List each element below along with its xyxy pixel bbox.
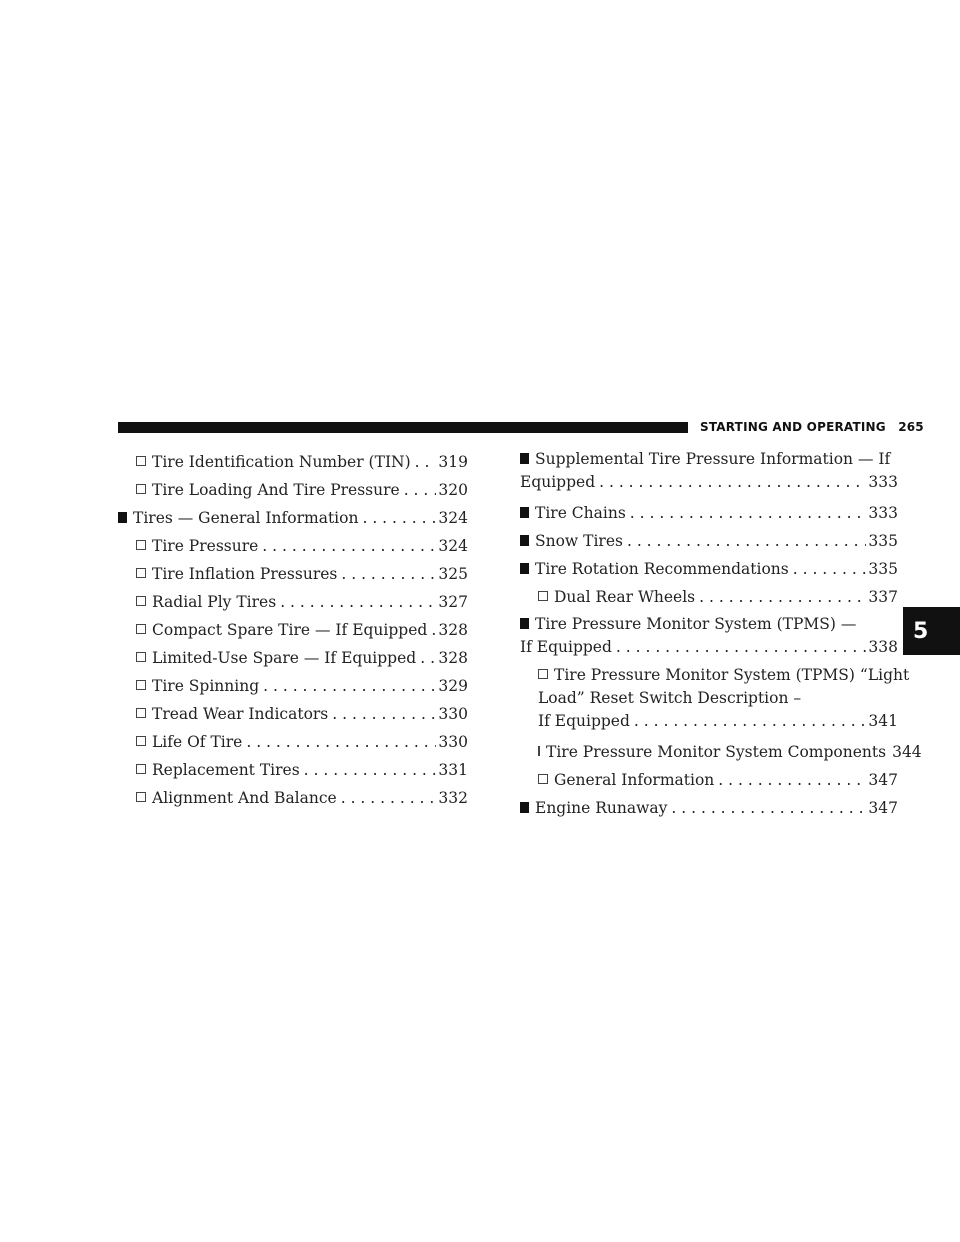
hollow-square-bullet-icon	[538, 774, 548, 784]
hollow-square-bullet-icon	[136, 680, 146, 690]
toc-entry[interactable]	[118, 700, 468, 728]
toc-entry[interactable]	[520, 448, 898, 494]
toc-entry-page: 329	[438, 677, 468, 695]
toc-entry-label: Engine Runaway	[535, 799, 668, 817]
toc-entry-label-line1: Tire Pressure Monitor System (TPMS) —	[535, 615, 857, 633]
filled-square-bullet-icon	[520, 618, 529, 629]
toc-entry-label: Replacement Tires	[152, 761, 300, 779]
toc-entry-page: 331	[438, 761, 468, 779]
toc-entry-page: 320	[438, 481, 468, 499]
hollow-square-bullet-icon	[538, 746, 540, 756]
filled-square-bullet-icon	[520, 453, 529, 464]
hollow-square-bullet-icon	[136, 484, 146, 494]
toc-entry-label-line1: Supplemental Tire Pressure Information — If	[535, 450, 891, 468]
toc-entry-page: 335	[868, 532, 898, 550]
hollow-square-bullet-icon	[136, 736, 146, 746]
toc-entry-label: Alignment And Balance	[152, 789, 337, 807]
toc-left-column	[118, 448, 468, 812]
toc-entry-page: 332	[438, 789, 468, 807]
toc-entry-page: 338	[868, 638, 898, 656]
toc-entry[interactable]	[118, 784, 468, 812]
page-number: 265	[898, 420, 924, 434]
toc-entry[interactable]	[118, 728, 468, 756]
toc-entry-label: Snow Tires	[535, 532, 623, 550]
toc-entry-page: 324	[438, 537, 468, 555]
toc-entry-label: Tire Inflation Pressures	[152, 565, 338, 583]
toc-entry[interactable]	[118, 476, 468, 504]
toc-entry-page: 328	[438, 649, 468, 667]
toc-entry-label: Compact Spare Tire — If Equipped	[152, 621, 428, 639]
hollow-square-bullet-icon	[136, 568, 146, 578]
toc-entry-page: 344	[892, 743, 922, 761]
toc-entry-page: 341	[868, 712, 898, 730]
toc-right-column	[520, 448, 922, 822]
toc-entry[interactable]	[118, 560, 468, 588]
filled-square-bullet-icon	[118, 512, 127, 523]
hollow-square-bullet-icon	[136, 456, 146, 466]
toc-entry[interactable]	[118, 756, 468, 784]
toc-entry-label: Tires — General Information	[133, 509, 359, 527]
hollow-square-bullet-icon	[538, 591, 548, 601]
toc-entry[interactable]	[118, 616, 468, 644]
toc-entry-label-line1: Tire Pressure Monitor System (TPMS) “Light	[554, 666, 910, 684]
toc-entry-page: 319	[438, 453, 468, 471]
filled-square-bullet-icon	[520, 535, 529, 546]
toc-entry-label: Dual Rear Wheels	[554, 588, 696, 606]
hollow-square-bullet-icon	[136, 764, 146, 774]
toc-entry[interactable]	[520, 794, 898, 822]
hollow-square-bullet-icon	[136, 792, 146, 802]
toc-entry-label: Tire Rotation Recommendations	[535, 560, 789, 578]
toc-entry-page: 347	[868, 799, 898, 817]
filled-square-bullet-icon	[520, 563, 529, 574]
toc-entry-page: 325	[438, 565, 468, 583]
toc-entry[interactable]	[118, 644, 468, 672]
toc-entry[interactable]	[520, 583, 898, 611]
toc-entry[interactable]	[118, 588, 468, 616]
toc-entry-label: Tire Spinning	[152, 677, 260, 695]
toc-entry-page: 335	[868, 560, 898, 578]
toc-entry-page: 347	[868, 771, 898, 789]
filled-square-bullet-icon	[520, 802, 529, 813]
toc-entry[interactable]	[118, 504, 468, 532]
hollow-square-bullet-icon	[538, 669, 548, 679]
toc-entry[interactable]	[520, 499, 898, 527]
toc-entry-label: Radial Ply Tires	[152, 593, 277, 611]
chapter-tab	[903, 607, 960, 655]
toc-entry-label: Tire Loading And Tire Pressure	[152, 481, 400, 499]
header-rule	[118, 422, 688, 433]
toc-entry-page: 327	[438, 593, 468, 611]
toc-entry-label: Equipped	[520, 473, 596, 491]
section-title: STARTING AND OPERATING	[700, 420, 886, 434]
toc-entry-page: 324	[438, 509, 468, 527]
toc-entry[interactable]	[520, 613, 898, 659]
toc-entry[interactable]	[118, 672, 468, 700]
toc-entry-label: Limited-Use Spare — If Equipped	[152, 649, 417, 667]
filled-square-bullet-icon	[520, 507, 529, 518]
toc-entry-label: Tire Chains	[535, 504, 626, 522]
toc-entry[interactable]	[520, 555, 898, 583]
hollow-square-bullet-icon	[136, 708, 146, 718]
toc-entry-page: 330	[438, 705, 468, 723]
toc-entry-label: If Equipped	[520, 638, 612, 656]
toc-entry-label: If Equipped	[538, 712, 630, 730]
toc-entry[interactable]	[118, 448, 468, 476]
hollow-square-bullet-icon	[136, 624, 146, 634]
toc-entry-label: Tread Wear Indicators	[152, 705, 329, 723]
toc-entry-label-line2: Load” Reset Switch Description –	[538, 689, 802, 707]
toc-entry-page: 333	[868, 504, 898, 522]
toc-entry-page: 333	[868, 473, 898, 491]
chapter-number: 5	[913, 618, 929, 644]
toc-entry-page: 337	[868, 588, 898, 606]
toc-entry-label: Tire Pressure Monitor System Components	[546, 743, 887, 761]
hollow-square-bullet-icon	[136, 596, 146, 606]
running-header	[700, 420, 924, 434]
toc-entry[interactable]	[520, 738, 922, 766]
toc-entry-label: General Information	[554, 771, 715, 789]
hollow-square-bullet-icon	[136, 652, 146, 662]
toc-entry[interactable]	[118, 532, 468, 560]
toc-entry[interactable]	[520, 527, 898, 555]
toc-entry-page: 330	[438, 733, 468, 751]
toc-entry[interactable]	[520, 766, 898, 794]
toc-entry-label: Tire Identification Number (TIN)	[152, 453, 411, 471]
toc-entry-label: Tire Pressure	[152, 537, 259, 555]
toc-entry-label: Life Of Tire	[152, 733, 243, 751]
toc-entry-page: 328	[438, 621, 468, 639]
toc-entry[interactable]	[520, 664, 910, 733]
hollow-square-bullet-icon	[136, 540, 146, 550]
